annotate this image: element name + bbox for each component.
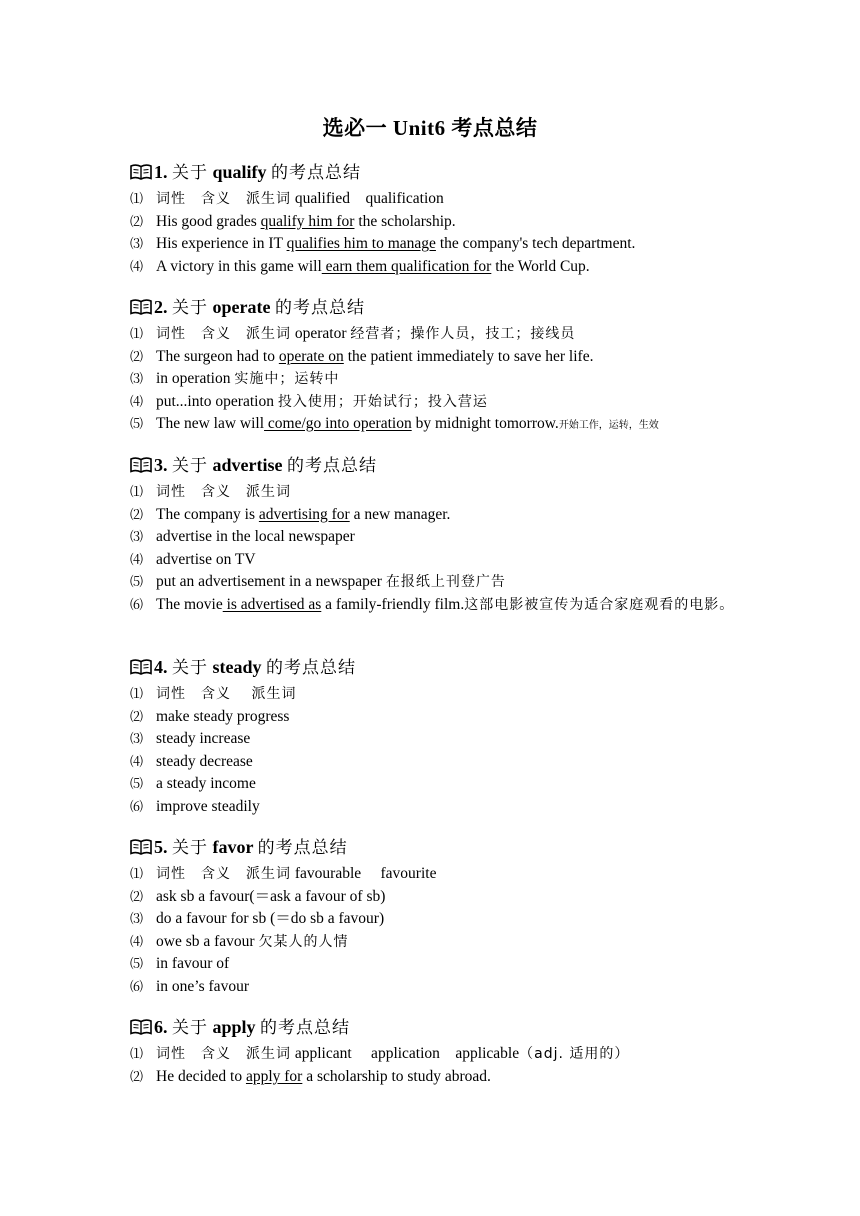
section-heading xyxy=(130,156,750,188)
underlined-phrase: qualify him for xyxy=(260,212,355,230)
list-item xyxy=(130,953,750,976)
list-item xyxy=(130,549,750,572)
list-item xyxy=(130,346,750,369)
section-heading xyxy=(130,1011,750,1043)
item-number: ⑹ xyxy=(130,978,144,994)
chinese-text: 投入使用；开始试行；投入营运 xyxy=(277,393,488,410)
list-item xyxy=(130,728,750,751)
section-5 xyxy=(130,831,750,998)
text-segment: a new manager. xyxy=(349,505,451,523)
text-segment: a scholarship to study abroad. xyxy=(302,1067,491,1085)
heading-prefix: 关于 xyxy=(172,456,208,476)
book-icon xyxy=(130,1013,152,1029)
item-number: ⑶ xyxy=(130,529,144,544)
list-item xyxy=(130,773,750,796)
list-item xyxy=(130,863,750,886)
list-item xyxy=(130,188,750,211)
list-item xyxy=(130,526,750,549)
section-1 xyxy=(130,156,750,278)
list-item xyxy=(130,323,750,346)
text-segment: a steady income xyxy=(156,775,256,792)
chinese-text: 词性 含义 派生词 xyxy=(156,484,291,500)
text-segment: A victory in this game will xyxy=(156,257,322,275)
item-number: ⑵ xyxy=(130,506,144,522)
item-number: ⑵ xyxy=(130,708,144,724)
list-item xyxy=(130,706,750,729)
section-heading xyxy=(130,831,750,863)
chinese-text: 在报纸上刊登广告 xyxy=(385,574,506,590)
item-number: ⑶ xyxy=(130,236,144,251)
heading-number: 4. xyxy=(154,657,168,677)
heading-prefix: 关于 xyxy=(172,163,208,183)
chinese-text: 词性 含义 派生词 xyxy=(156,326,291,342)
list-item xyxy=(130,1043,750,1066)
item-number: ⑵ xyxy=(130,348,144,364)
heading-number: 5. xyxy=(154,837,168,857)
section-3 xyxy=(130,449,750,616)
text-segment: The company is xyxy=(156,505,259,523)
list-item xyxy=(130,256,750,279)
section-6 xyxy=(130,1011,750,1088)
page-title: 选必一 Unit6 考点总结 xyxy=(322,116,538,140)
chinese-text: 词性 含义 派生词 xyxy=(156,191,291,207)
list-item xyxy=(130,594,750,617)
text-segment: the scholarship. xyxy=(354,212,456,230)
text-segment: by midnight tomorrow. xyxy=(411,415,559,432)
text-segment: ask sb a favour(＝ask a favour of sb) xyxy=(156,887,386,905)
heading-prefix: 关于 xyxy=(172,658,208,678)
text-segment: applicant application applicable xyxy=(291,1045,520,1062)
text-segment: 开始工作，运转，生效 xyxy=(558,420,659,431)
chinese-text: 词性 含义 派生词 xyxy=(156,1046,291,1062)
chinese-text: 词性 含义 派生词 xyxy=(156,866,291,882)
text-segment: the World Cup. xyxy=(491,257,590,275)
book-icon xyxy=(130,293,152,309)
heading-prefix: 关于 xyxy=(172,838,208,858)
list-item xyxy=(130,976,750,999)
list-item xyxy=(130,413,750,436)
heading-suffix: 的考点总结 xyxy=(286,456,377,476)
underlined-phrase: advertising for xyxy=(258,505,350,523)
chinese-text: 欠某人的人情 xyxy=(258,933,349,950)
underlined-phrase: earn them qualification for xyxy=(321,257,492,275)
heading-number: 6. xyxy=(154,1017,168,1037)
underlined-phrase: is advertised as xyxy=(222,595,322,613)
text-segment: put...into operation xyxy=(156,392,278,410)
text-segment: steady increase xyxy=(156,730,251,747)
list-item xyxy=(130,683,750,706)
heading-word: qualify xyxy=(212,162,267,182)
heading-suffix: 的考点总结 xyxy=(260,1018,351,1038)
text-segment: The surgeon had to xyxy=(156,347,279,365)
book-icon xyxy=(130,833,152,849)
list-item xyxy=(130,886,750,909)
heading-suffix: 的考点总结 xyxy=(266,658,356,678)
chinese-text: （adj. 适用的） xyxy=(519,1046,630,1062)
heading-word: favor xyxy=(212,837,254,857)
text-segment: His good grades xyxy=(156,212,261,230)
item-number: ⑸ xyxy=(130,574,144,589)
text-segment: put an advertisement in a newspaper xyxy=(156,573,386,590)
text-segment: steady decrease xyxy=(156,752,253,770)
chinese-text: 这部电影被宣传为适合家庭观看的电影。 xyxy=(464,596,735,613)
text-segment: in operation xyxy=(156,370,235,387)
heading-number: 1. xyxy=(154,162,168,182)
heading-prefix: 关于 xyxy=(172,1018,208,1038)
item-number: ⑵ xyxy=(130,1068,144,1084)
heading-word: operate xyxy=(212,297,271,317)
list-item xyxy=(130,391,750,414)
list-item xyxy=(130,368,750,391)
list-item xyxy=(130,908,750,931)
text-segment: The movie xyxy=(156,595,223,613)
underlined-phrase: come/go into operation xyxy=(264,415,412,432)
list-item xyxy=(130,481,750,504)
section-heading xyxy=(130,449,750,481)
item-number: ⑹ xyxy=(130,596,144,612)
item-number: ⑷ xyxy=(130,933,144,949)
item-number: ⑷ xyxy=(130,551,144,567)
text-segment: in one’s favour xyxy=(156,977,249,995)
book-icon xyxy=(130,653,152,669)
item-number: ⑴ xyxy=(130,326,144,341)
heading-number: 2. xyxy=(154,297,168,317)
item-number: ⑴ xyxy=(130,1046,144,1061)
text-segment: favourable favourite xyxy=(291,865,437,882)
item-number: ⑴ xyxy=(130,191,144,206)
text-segment: operator xyxy=(291,325,351,342)
heading-word: advertise xyxy=(212,455,283,475)
list-item xyxy=(130,931,750,954)
list-item xyxy=(130,751,750,774)
text-segment: do a favour for sb (＝do sb a favour) xyxy=(156,910,385,927)
book-icon xyxy=(130,158,152,174)
list-item xyxy=(130,211,750,234)
item-number: ⑸ xyxy=(130,956,144,971)
text-segment: advertise in the local newspaper xyxy=(156,528,355,545)
item-number: ⑴ xyxy=(130,866,144,881)
text-segment: the patient immediately to save her life. xyxy=(343,347,594,365)
underlined-phrase: apply for xyxy=(245,1067,303,1085)
heading-number: 3. xyxy=(154,455,168,475)
text-segment: advertise on TV xyxy=(156,550,256,568)
item-number: ⑷ xyxy=(130,753,144,769)
text-segment: He decided to xyxy=(156,1067,246,1085)
heading-suffix: 的考点总结 xyxy=(274,298,365,318)
text-segment: qualified qualification xyxy=(291,190,444,207)
list-item xyxy=(130,571,750,594)
text-segment: a family-friendly film. xyxy=(321,595,465,613)
section-heading xyxy=(130,291,750,323)
section-4 xyxy=(130,651,750,818)
item-number: ⑵ xyxy=(130,888,144,904)
list-item xyxy=(130,233,750,256)
text-segment: make steady progress xyxy=(156,707,290,725)
underlined-phrase: operate on xyxy=(278,347,344,365)
book-icon xyxy=(130,451,152,467)
heading-prefix: 关于 xyxy=(172,298,208,318)
underlined-phrase: qualifies him to manage xyxy=(286,235,436,252)
item-number: ⑷ xyxy=(130,258,144,274)
heading-word: apply xyxy=(212,1017,256,1037)
section-heading xyxy=(130,651,750,683)
text-segment: the company's tech department. xyxy=(435,235,636,252)
item-number: ⑴ xyxy=(130,686,144,701)
chinese-text: 经营者；操作人员，技工；接线员 xyxy=(350,326,576,342)
item-number: ⑴ xyxy=(130,484,144,499)
list-item xyxy=(130,796,750,819)
item-number: ⑹ xyxy=(130,798,144,814)
heading-suffix: 的考点总结 xyxy=(257,838,348,858)
item-number: ⑸ xyxy=(130,416,144,431)
list-item xyxy=(130,504,750,527)
item-number: ⑷ xyxy=(130,393,144,409)
item-number: ⑶ xyxy=(130,371,144,386)
item-number: ⑶ xyxy=(130,911,144,926)
item-number: ⑵ xyxy=(130,213,144,229)
heading-suffix: 的考点总结 xyxy=(271,163,362,183)
text-segment: His experience in IT xyxy=(156,235,287,252)
text-segment: in favour of xyxy=(156,955,230,972)
chinese-text: 实施中；运转中 xyxy=(234,371,340,387)
text-segment: The new law will xyxy=(156,415,265,432)
list-item xyxy=(130,1066,750,1089)
text-segment: owe sb a favour xyxy=(156,932,259,950)
heading-word: steady xyxy=(212,657,262,677)
item-number: ⑸ xyxy=(130,776,144,791)
chinese-text: 词性 含义 派生词 xyxy=(156,686,297,702)
section-2 xyxy=(130,291,750,436)
text-segment: improve steadily xyxy=(156,797,260,815)
item-number: ⑶ xyxy=(130,731,144,746)
